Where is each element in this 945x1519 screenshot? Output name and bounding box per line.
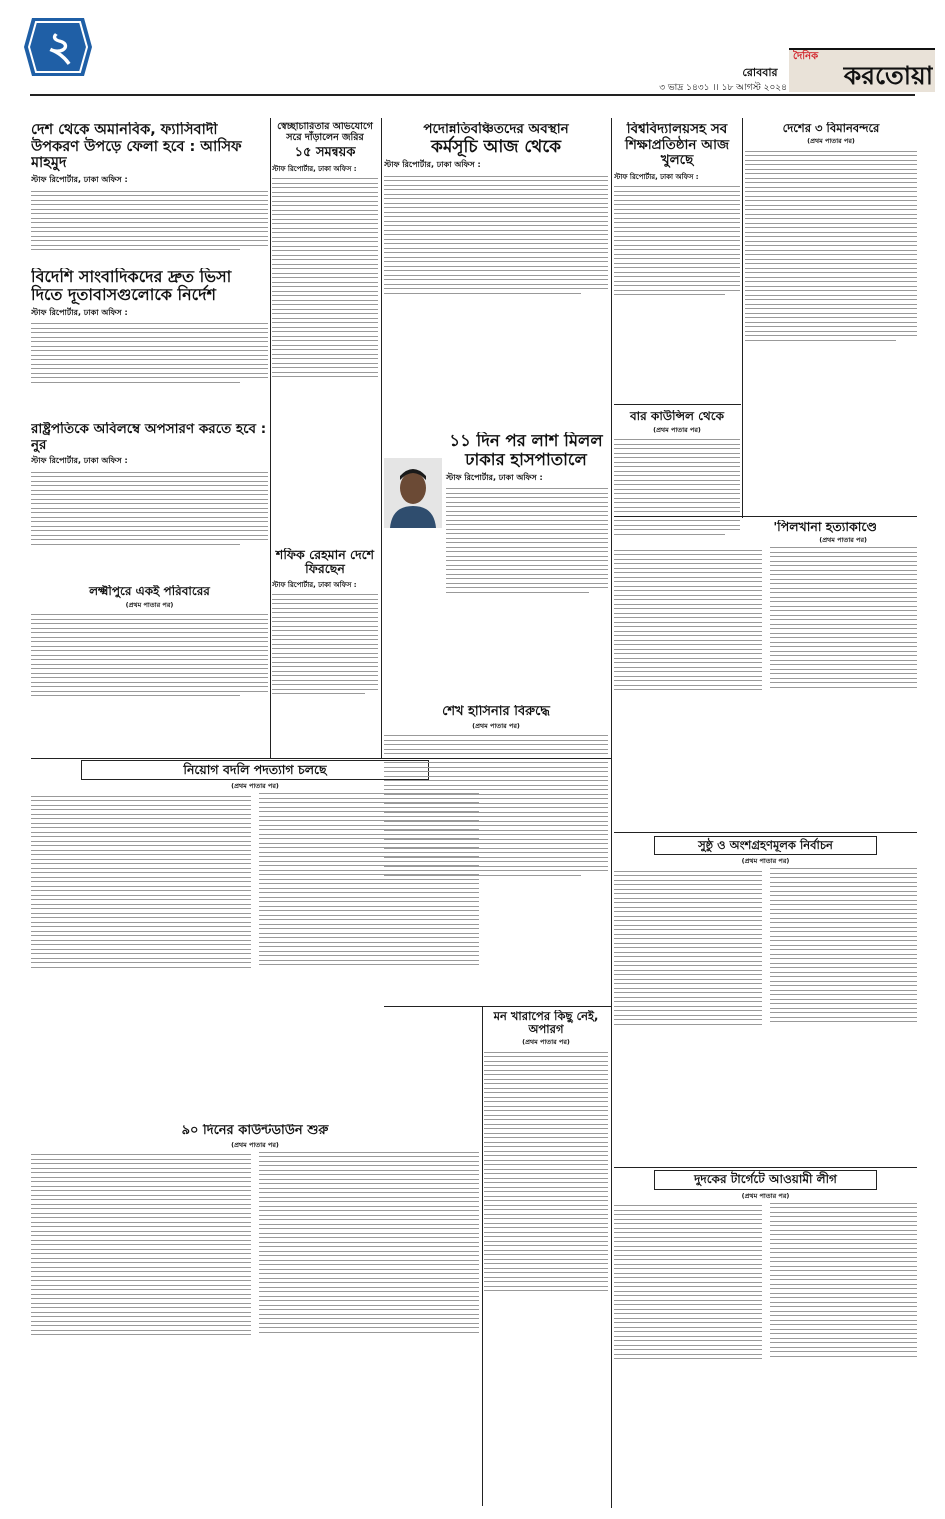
headline: শফিক রেহমান দেশে ফিরছেন: [275, 548, 375, 577]
headline: লক্ষ্মীপুরে একই পরিবারের: [89, 585, 210, 598]
continued-label: (প্রথম পাতার পর): [819, 536, 867, 545]
continued-label: (প্রথম পাতার পর): [231, 1140, 279, 1149]
article-body: [484, 1049, 608, 1505]
article-lash: [384, 432, 608, 700]
article-shafiq: [272, 548, 378, 758]
headline: দেশ থেকে অমানবিক, ফ্যাসিবাদী উপকরণ উপড়ে ফেলা হবে : আসিফ মাহমুদ: [31, 122, 242, 172]
article-body: [31, 188, 268, 262]
logo: [789, 48, 935, 92]
byline: স্টাফ রিপোর্টার, ঢাকা অফিস :: [272, 580, 357, 589]
headline: বিদেশি সাংবাদিকদের দ্রুত ভিসা দিতে দূতাবাসগুলোকে নির্দেশ: [31, 268, 232, 305]
logo-small-text: দৈনিক: [793, 51, 819, 62]
headline: বিশ্ববিদ্যালয়সহ সব শিক্ষাপ্রতিষ্ঠান আজ খুলছে: [624, 122, 730, 169]
headline: দুদকের টার্গেটে আওয়ামী লীগ: [694, 1172, 837, 1186]
kicker: পদোন্নতিবঞ্চিতদের অবস্থান: [423, 122, 569, 137]
article-airport: [745, 122, 917, 512]
headline: কর্মসূচি আজ থেকে: [430, 136, 562, 157]
masthead: [0, 0, 945, 94]
article-body: [745, 148, 917, 512]
byline: স্টাফ রিপোর্টার, ঢাকা অফিস :: [446, 472, 543, 482]
article-pilkhana: [614, 520, 917, 830]
column-rule: [270, 118, 271, 758]
headline: নিয়োগ বদলি পদত্যাগ চলছে: [183, 762, 327, 777]
article-asif: [31, 122, 268, 262]
headline: বার কাউন্সিল থেকে: [629, 410, 724, 423]
article-body: [384, 173, 608, 422]
headline: স্বেচ্ছাচারিতার অভিযোগে সরে দাঁড়ালেন জরির: [277, 122, 373, 143]
section-rule: [614, 516, 917, 517]
continued-label: (প্রথম পাতার পর): [741, 1191, 790, 1200]
column-rule: [611, 118, 612, 1508]
byline: স্টাফ রিপোর্টার, ঢাকা অফিস :: [272, 164, 357, 173]
article-body: [272, 592, 378, 758]
article-body: [384, 733, 608, 1005]
column-rule: [482, 1006, 483, 1506]
headline: শেখ হাসিনার বিরুদ্ধে: [442, 705, 550, 719]
headline-box: [654, 1170, 877, 1190]
headline-box: [81, 760, 429, 780]
article-body: [272, 176, 378, 542]
headline: 'পিলখানা হত্যাকাণ্ডে: [773, 520, 877, 534]
continued-label: (প্রথম পাতার পর): [741, 857, 790, 866]
article-body: [31, 469, 268, 577]
article-body: [31, 612, 268, 760]
article-karmasuchi: [384, 122, 608, 422]
headline: দেশের ৩ বিমানবন্দরে: [782, 122, 880, 135]
subheadline: ১৫ সমন্বয়ক: [294, 144, 356, 160]
section-rule: [384, 1006, 611, 1007]
section-rule: [614, 832, 917, 833]
article-nur: [31, 422, 268, 577]
article-body: [614, 547, 917, 830]
continued-label: (প্রথম পাতার পর): [125, 600, 174, 609]
article-body: [614, 1203, 917, 1505]
headline: মন খারাপের কিছু নেই, অপারগ: [493, 1010, 599, 1037]
article-body: [614, 868, 917, 1166]
masthead-day: রোববার: [742, 66, 778, 79]
headline: ১১ দিন পর লাশ মিলল ঢাকার হাসপাতালে: [449, 432, 603, 469]
article-awami: [614, 1170, 917, 1505]
logo-name: করতোয়া: [843, 61, 933, 90]
article-mon: [484, 1010, 608, 1505]
section-rule: [614, 1167, 917, 1168]
victim-photo: [384, 458, 442, 528]
masthead-date: ৩ ভাদ্র ১৪৩১ ।। ১৮ আগস্ট ২০২৪: [659, 83, 787, 93]
byline: স্টাফ রিপোর্টার, ঢাকা অফিস :: [384, 160, 481, 170]
article-hasina: [384, 705, 608, 1005]
headline-box: [654, 836, 877, 855]
byline: স্টাফ রিপোর্টার, ঢাকা অফিস :: [614, 172, 699, 181]
headline: রাষ্ট্রপতিকে অবিলম্বে অপসারণ করতে হবে : নুর: [31, 422, 267, 453]
column-rule: [381, 118, 382, 758]
article-university: [614, 122, 740, 402]
article-body: [31, 1152, 479, 1504]
article-body: [614, 184, 740, 402]
headline: ৯০ দিনের কাউন্টডাউন শুরু: [181, 1124, 329, 1138]
byline: স্টাফ রিপোর্টার, ঢাকা অফিস :: [31, 307, 128, 317]
byline: স্টাফ রিপোর্টার, ঢাকা অফিস :: [31, 175, 128, 185]
continued-label: (প্রথম পাতার পর): [231, 782, 279, 791]
continued-label: (প্রথম পাতার পর): [522, 1038, 570, 1047]
continued-label: (প্রথম পাতার পর): [472, 721, 520, 730]
continued-label: (প্রথম পাতার পর): [653, 425, 701, 434]
article-swechha: [272, 122, 378, 542]
article-visa: [31, 268, 268, 418]
article-body: [31, 321, 268, 418]
continued-label: (প্রথম পাতার পর): [807, 137, 855, 146]
article-countdown: [31, 1124, 479, 1504]
masthead-rule: [30, 94, 915, 96]
section-rule: [31, 758, 611, 759]
article-election: [614, 836, 917, 1166]
headline: সুষ্ঠু ও অংশগ্রহণমূলক নির্বাচন: [698, 838, 833, 852]
article-lakshmipur: [31, 585, 268, 760]
section-rule: [614, 404, 741, 405]
byline: স্টাফ রিপোর্টার, ঢাকা অফিস :: [31, 456, 128, 466]
page-number: ২: [46, 24, 73, 70]
column-rule: [742, 118, 743, 518]
